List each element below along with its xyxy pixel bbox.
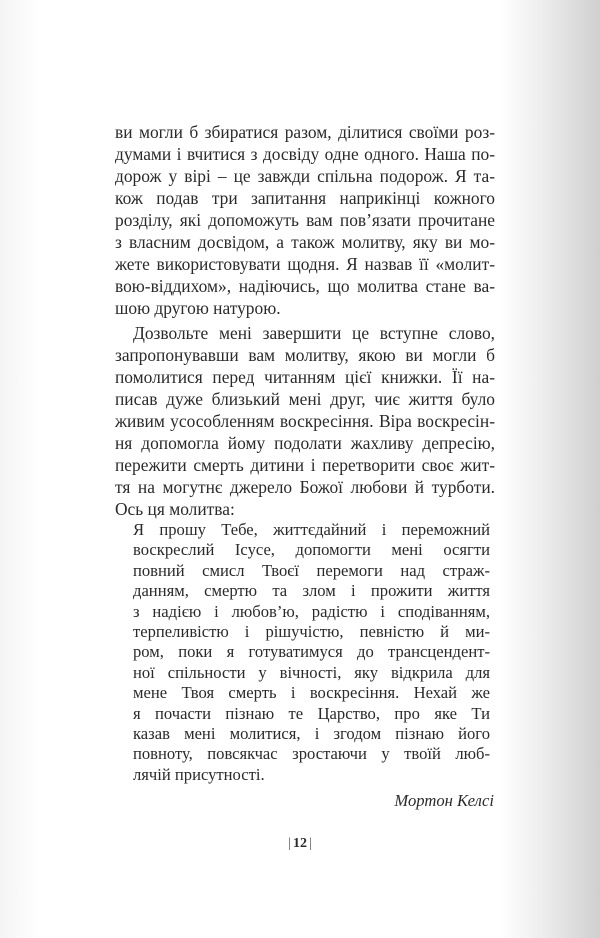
text-line: з надією і любов’ю, радістю і сподіванням, <box>133 601 490 621</box>
text-line: тя на могутнє джерело Божої любови й турботи. <box>115 477 495 497</box>
text-line: дорож у вірі – це завжди спільна подорож. Я та- <box>115 166 495 186</box>
text-line: Я прошу Тебе, життєдайний і переможний <box>133 520 490 539</box>
text-line: вою-віддихом», надіючись, що молитва стане ва- <box>115 276 495 296</box>
text-line: повноту, повсякчас зростаючи у твоїй люб- <box>133 744 490 764</box>
text-line: живим усособленням воскресіння. Віра воскресін- <box>115 411 495 431</box>
page-number-value: 12 <box>293 836 307 851</box>
text-line: запропонувавши вам молитву, якою ви могли б <box>115 345 495 365</box>
text-line: лячій присутності. <box>133 764 265 784</box>
text-line: думами і вчитися з досвіду одне одного. Наша по- <box>115 144 495 164</box>
text-line: писав дуже близький мені друг, чиє життя було <box>115 389 495 409</box>
text-line: кож подав три запитання наприкінці кожного <box>115 188 495 208</box>
text-line: воскреслий Ісусе, допомогти мені осягти <box>133 540 490 560</box>
text-line: ви могли б збиратися разом, ділитися своїми роз- <box>115 122 495 142</box>
text-line: помолитися перед читанням цієї книжки. Її на- <box>115 367 495 387</box>
paragraph-1 <box>115 121 495 319</box>
prayer-quote <box>133 520 490 785</box>
text-line: Ось ця молитва: <box>115 499 235 519</box>
quote-signature: Мортон Келсі <box>394 791 494 810</box>
text-line: мене Твоя смерть і воскресіння. Нехай же <box>133 683 490 703</box>
text-line: терпеливістю і рішучістю, певністю й ми- <box>133 621 490 641</box>
text-line: з власним досвідом, а також молитву, яку ви мо- <box>115 232 495 252</box>
text-line: жете використовувати щодня. Я назвав її «молит- <box>115 254 495 274</box>
text-line: повний смисл Твоєї перемоги над страж- <box>133 560 490 580</box>
text-line: ної спільности у вічності, яку відкрила для <box>133 662 490 682</box>
page-number-bar-right: | <box>309 836 312 851</box>
text-line: ром, поки я готуватимуся до трансцендент- <box>133 642 490 662</box>
text-line: шою другою натурою. <box>115 298 281 318</box>
paragraph-2 <box>115 322 495 520</box>
text-line: Дозвольте мені завершити це вступне слово, <box>133 323 495 343</box>
page-number <box>0 836 600 852</box>
text-line: я почасти пізнаю те Царство, про яке Ти <box>133 703 490 723</box>
text-line: розділу, які допоможуть вам пов’язати прочитане <box>115 210 495 230</box>
text-line: пережити смерть дитини і перетворити своє жит- <box>115 455 495 475</box>
text-line: данням, смертю та злом і прожити життя <box>133 581 490 601</box>
text-line: ня допомогла йому подолати жахливу депресію, <box>115 433 495 453</box>
text-line: казав мені молитися, і згодом пізнаю його <box>133 723 490 743</box>
page-number-bar-left: | <box>288 836 291 851</box>
